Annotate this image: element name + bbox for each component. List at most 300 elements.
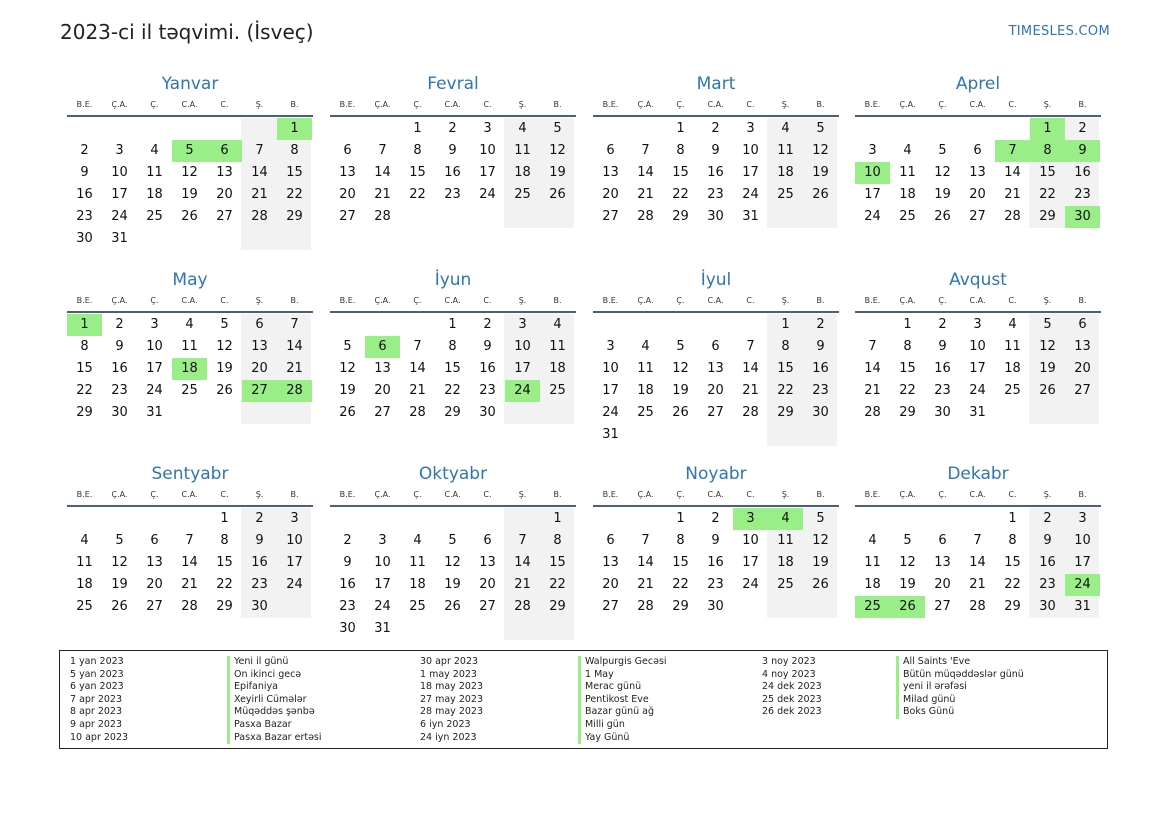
day-cell[interactable]: 18 bbox=[777, 165, 794, 180]
day-cell[interactable]: 25 bbox=[146, 209, 163, 224]
day-cell[interactable]: 21 bbox=[1004, 187, 1021, 202]
day-cell[interactable]: 15 bbox=[409, 165, 426, 180]
day-cell[interactable]: 22 bbox=[1039, 187, 1056, 202]
day-cell[interactable]: 2 bbox=[711, 121, 720, 136]
day-cell[interactable]: 1 bbox=[413, 121, 422, 136]
holiday-day[interactable]: 1 bbox=[1030, 118, 1065, 140]
day-cell[interactable]: 2 bbox=[115, 317, 124, 332]
day-cell[interactable]: 16 bbox=[479, 361, 496, 376]
day-cell[interactable]: 12 bbox=[812, 533, 829, 548]
day-cell[interactable]: 30 bbox=[479, 405, 496, 420]
day-cell[interactable]: 15 bbox=[672, 165, 689, 180]
day-cell[interactable]: 23 bbox=[111, 383, 128, 398]
day-cell[interactable]: 10 bbox=[479, 143, 496, 158]
day-cell[interactable]: 2 bbox=[483, 317, 492, 332]
day-cell[interactable]: 24 bbox=[864, 209, 881, 224]
day-cell[interactable]: 25 bbox=[514, 187, 531, 202]
holiday-day[interactable]: 10 bbox=[855, 162, 890, 184]
day-cell[interactable]: 23 bbox=[707, 187, 724, 202]
day-cell[interactable]: 26 bbox=[444, 599, 461, 614]
day-cell[interactable]: 8 bbox=[676, 143, 685, 158]
day-cell[interactable]: 13 bbox=[146, 555, 163, 570]
day-cell[interactable]: 6 bbox=[483, 533, 492, 548]
day-cell[interactable]: 19 bbox=[111, 577, 128, 592]
day-cell[interactable]: 7 bbox=[641, 143, 650, 158]
day-cell[interactable]: 20 bbox=[707, 383, 724, 398]
day-cell[interactable]: 28 bbox=[742, 405, 759, 420]
day-cell[interactable]: 13 bbox=[602, 165, 619, 180]
day-cell[interactable]: 28 bbox=[181, 599, 198, 614]
day-cell[interactable]: 25 bbox=[777, 187, 794, 202]
day-cell[interactable]: 12 bbox=[111, 555, 128, 570]
day-cell[interactable]: 17 bbox=[969, 361, 986, 376]
day-cell[interactable]: 22 bbox=[549, 577, 566, 592]
holiday-day[interactable]: 28 bbox=[277, 380, 312, 402]
holiday-day[interactable]: 18 bbox=[172, 358, 207, 380]
holiday-day[interactable]: 6 bbox=[365, 336, 400, 358]
day-cell[interactable]: 7 bbox=[641, 533, 650, 548]
day-cell[interactable]: 20 bbox=[934, 577, 951, 592]
day-cell[interactable]: 22 bbox=[899, 383, 916, 398]
holiday-day[interactable]: 1 bbox=[277, 118, 312, 140]
day-cell[interactable]: 7 bbox=[746, 339, 755, 354]
day-cell[interactable]: 4 bbox=[185, 317, 194, 332]
day-cell[interactable]: 2 bbox=[343, 533, 352, 548]
day-cell[interactable]: 2 bbox=[1043, 511, 1052, 526]
day-cell[interactable]: 3 bbox=[290, 511, 299, 526]
day-cell[interactable]: 26 bbox=[934, 209, 951, 224]
day-cell[interactable]: 6 bbox=[711, 339, 720, 354]
day-cell[interactable]: 4 bbox=[868, 533, 877, 548]
day-cell[interactable]: 12 bbox=[934, 165, 951, 180]
day-cell[interactable]: 9 bbox=[938, 339, 947, 354]
day-cell[interactable]: 15 bbox=[76, 361, 93, 376]
day-cell[interactable]: 17 bbox=[864, 187, 881, 202]
day-cell[interactable]: 4 bbox=[80, 533, 89, 548]
day-cell[interactable]: 27 bbox=[374, 405, 391, 420]
day-cell[interactable]: 23 bbox=[1039, 577, 1056, 592]
day-cell[interactable]: 2 bbox=[255, 511, 264, 526]
day-cell[interactable]: 31 bbox=[146, 405, 163, 420]
day-cell[interactable]: 15 bbox=[777, 361, 794, 376]
day-cell[interactable]: 24 bbox=[111, 209, 128, 224]
day-cell[interactable]: 27 bbox=[934, 599, 951, 614]
day-cell[interactable]: 17 bbox=[514, 361, 531, 376]
day-cell[interactable]: 4 bbox=[1008, 317, 1017, 332]
day-cell[interactable]: 11 bbox=[864, 555, 881, 570]
day-cell[interactable]: 11 bbox=[181, 339, 198, 354]
day-cell[interactable]: 6 bbox=[938, 533, 947, 548]
holiday-day[interactable]: 7 bbox=[995, 140, 1030, 162]
day-cell[interactable]: 28 bbox=[864, 405, 881, 420]
day-cell[interactable]: 20 bbox=[602, 577, 619, 592]
day-cell[interactable]: 15 bbox=[672, 555, 689, 570]
day-cell[interactable]: 2 bbox=[1078, 121, 1087, 136]
holiday-day[interactable]: 5 bbox=[172, 140, 207, 162]
day-cell[interactable]: 22 bbox=[1004, 577, 1021, 592]
day-cell[interactable]: 13 bbox=[707, 361, 724, 376]
day-cell[interactable]: 9 bbox=[1043, 533, 1052, 548]
day-cell[interactable]: 10 bbox=[146, 339, 163, 354]
day-cell[interactable]: 13 bbox=[1074, 339, 1091, 354]
day-cell[interactable]: 24 bbox=[146, 383, 163, 398]
day-cell[interactable]: 21 bbox=[374, 187, 391, 202]
day-cell[interactable]: 1 bbox=[553, 511, 562, 526]
day-cell[interactable]: 22 bbox=[409, 187, 426, 202]
day-cell[interactable]: 26 bbox=[812, 577, 829, 592]
day-cell[interactable]: 5 bbox=[343, 339, 352, 354]
holiday-day[interactable]: 27 bbox=[242, 380, 277, 402]
holiday-day[interactable]: 9 bbox=[1065, 140, 1100, 162]
day-cell[interactable]: 1 bbox=[903, 317, 912, 332]
day-cell[interactable]: 15 bbox=[899, 361, 916, 376]
day-cell[interactable]: 21 bbox=[409, 383, 426, 398]
day-cell[interactable]: 8 bbox=[1008, 533, 1017, 548]
day-cell[interactable]: 17 bbox=[374, 577, 391, 592]
day-cell[interactable]: 6 bbox=[1078, 317, 1087, 332]
day-cell[interactable]: 19 bbox=[549, 165, 566, 180]
day-cell[interactable]: 5 bbox=[938, 143, 947, 158]
day-cell[interactable]: 9 bbox=[711, 143, 720, 158]
day-cell[interactable]: 13 bbox=[216, 165, 233, 180]
day-cell[interactable]: 24 bbox=[969, 383, 986, 398]
day-cell[interactable]: 2 bbox=[816, 317, 825, 332]
day-cell[interactable]: 20 bbox=[1074, 361, 1091, 376]
day-cell[interactable]: 3 bbox=[518, 317, 527, 332]
holiday-day[interactable]: 6 bbox=[207, 140, 242, 162]
day-cell[interactable]: 2 bbox=[711, 511, 720, 526]
day-cell[interactable]: 12 bbox=[181, 165, 198, 180]
day-cell[interactable]: 30 bbox=[111, 405, 128, 420]
day-cell[interactable]: 26 bbox=[111, 599, 128, 614]
day-cell[interactable]: 17 bbox=[602, 383, 619, 398]
day-cell[interactable]: 7 bbox=[185, 533, 194, 548]
day-cell[interactable]: 7 bbox=[518, 533, 527, 548]
day-cell[interactable]: 20 bbox=[216, 187, 233, 202]
day-cell[interactable]: 1 bbox=[781, 317, 790, 332]
day-cell[interactable]: 18 bbox=[146, 187, 163, 202]
day-cell[interactable]: 25 bbox=[181, 383, 198, 398]
day-cell[interactable]: 5 bbox=[676, 339, 685, 354]
day-cell[interactable]: 14 bbox=[1004, 165, 1021, 180]
day-cell[interactable]: 4 bbox=[553, 317, 562, 332]
day-cell[interactable]: 27 bbox=[1074, 383, 1091, 398]
day-cell[interactable]: 27 bbox=[339, 209, 356, 224]
day-cell[interactable]: 8 bbox=[676, 533, 685, 548]
holiday-day[interactable]: 4 bbox=[768, 508, 803, 530]
day-cell[interactable]: 14 bbox=[374, 165, 391, 180]
day-cell[interactable]: 16 bbox=[707, 165, 724, 180]
day-cell[interactable]: 11 bbox=[549, 339, 566, 354]
day-cell[interactable]: 10 bbox=[111, 165, 128, 180]
day-cell[interactable]: 23 bbox=[251, 577, 268, 592]
day-cell[interactable]: 7 bbox=[378, 143, 387, 158]
day-cell[interactable]: 16 bbox=[812, 361, 829, 376]
day-cell[interactable]: 28 bbox=[969, 599, 986, 614]
day-cell[interactable]: 23 bbox=[479, 383, 496, 398]
day-cell[interactable]: 31 bbox=[742, 209, 759, 224]
day-cell[interactable]: 8 bbox=[448, 339, 457, 354]
day-cell[interactable]: 30 bbox=[707, 209, 724, 224]
day-cell[interactable]: 23 bbox=[707, 577, 724, 592]
day-cell[interactable]: 28 bbox=[1004, 209, 1021, 224]
day-cell[interactable]: 17 bbox=[742, 555, 759, 570]
day-cell[interactable]: 19 bbox=[672, 383, 689, 398]
holiday-day[interactable]: 24 bbox=[1065, 574, 1100, 596]
day-cell[interactable]: 3 bbox=[150, 317, 159, 332]
day-cell[interactable]: 11 bbox=[777, 143, 794, 158]
day-cell[interactable]: 4 bbox=[413, 533, 422, 548]
day-cell[interactable]: 27 bbox=[969, 209, 986, 224]
day-cell[interactable]: 10 bbox=[1074, 533, 1091, 548]
day-cell[interactable]: 24 bbox=[286, 577, 303, 592]
holiday-day[interactable]: 25 bbox=[855, 596, 890, 618]
day-cell[interactable]: 23 bbox=[76, 209, 93, 224]
day-cell[interactable]: 13 bbox=[934, 555, 951, 570]
day-cell[interactable]: 12 bbox=[899, 555, 916, 570]
day-cell[interactable]: 1 bbox=[448, 317, 457, 332]
day-cell[interactable]: 24 bbox=[602, 405, 619, 420]
day-cell[interactable]: 17 bbox=[146, 361, 163, 376]
day-cell[interactable]: 14 bbox=[742, 361, 759, 376]
day-cell[interactable]: 2 bbox=[938, 317, 947, 332]
day-cell[interactable]: 16 bbox=[339, 577, 356, 592]
site-link[interactable]: TIMESLES.COM bbox=[1008, 24, 1110, 39]
day-cell[interactable]: 22 bbox=[672, 187, 689, 202]
day-cell[interactable]: 26 bbox=[181, 209, 198, 224]
day-cell[interactable]: 27 bbox=[479, 599, 496, 614]
holiday-day[interactable]: 1 bbox=[67, 314, 102, 336]
day-cell[interactable]: 20 bbox=[339, 187, 356, 202]
day-cell[interactable]: 8 bbox=[553, 533, 562, 548]
day-cell[interactable]: 31 bbox=[111, 231, 128, 246]
day-cell[interactable]: 25 bbox=[409, 599, 426, 614]
day-cell[interactable]: 31 bbox=[602, 427, 619, 442]
day-cell[interactable]: 14 bbox=[514, 555, 531, 570]
day-cell[interactable]: 9 bbox=[448, 143, 457, 158]
day-cell[interactable]: 27 bbox=[707, 405, 724, 420]
day-cell[interactable]: 31 bbox=[1074, 599, 1091, 614]
day-cell[interactable]: 17 bbox=[111, 187, 128, 202]
day-cell[interactable]: 15 bbox=[1039, 165, 1056, 180]
day-cell[interactable]: 21 bbox=[286, 361, 303, 376]
day-cell[interactable]: 30 bbox=[707, 599, 724, 614]
day-cell[interactable]: 15 bbox=[286, 165, 303, 180]
day-cell[interactable]: 5 bbox=[816, 511, 825, 526]
day-cell[interactable]: 17 bbox=[1074, 555, 1091, 570]
day-cell[interactable]: 15 bbox=[1004, 555, 1021, 570]
day-cell[interactable]: 16 bbox=[934, 361, 951, 376]
day-cell[interactable]: 28 bbox=[251, 209, 268, 224]
holiday-day[interactable]: 30 bbox=[1065, 206, 1100, 228]
holiday-day[interactable]: 24 bbox=[505, 380, 540, 402]
day-cell[interactable]: 3 bbox=[115, 143, 124, 158]
day-cell[interactable]: 22 bbox=[76, 383, 93, 398]
day-cell[interactable]: 22 bbox=[777, 383, 794, 398]
day-cell[interactable]: 13 bbox=[969, 165, 986, 180]
day-cell[interactable]: 29 bbox=[899, 405, 916, 420]
holiday-day[interactable]: 3 bbox=[733, 508, 768, 530]
day-cell[interactable]: 31 bbox=[969, 405, 986, 420]
day-cell[interactable]: 31 bbox=[374, 621, 391, 636]
day-cell[interactable]: 8 bbox=[220, 533, 229, 548]
day-cell[interactable]: 29 bbox=[286, 209, 303, 224]
day-cell[interactable]: 3 bbox=[606, 339, 615, 354]
day-cell[interactable]: 12 bbox=[812, 143, 829, 158]
day-cell[interactable]: 10 bbox=[514, 339, 531, 354]
day-cell[interactable]: 27 bbox=[602, 209, 619, 224]
day-cell[interactable]: 6 bbox=[606, 143, 615, 158]
day-cell[interactable]: 23 bbox=[339, 599, 356, 614]
day-cell[interactable]: 11 bbox=[899, 165, 916, 180]
day-cell[interactable]: 14 bbox=[864, 361, 881, 376]
day-cell[interactable]: 17 bbox=[742, 165, 759, 180]
day-cell[interactable]: 11 bbox=[1004, 339, 1021, 354]
day-cell[interactable]: 16 bbox=[76, 187, 93, 202]
day-cell[interactable]: 26 bbox=[549, 187, 566, 202]
day-cell[interactable]: 26 bbox=[672, 405, 689, 420]
day-cell[interactable]: 12 bbox=[549, 143, 566, 158]
day-cell[interactable]: 26 bbox=[1039, 383, 1056, 398]
day-cell[interactable]: 23 bbox=[444, 187, 461, 202]
day-cell[interactable]: 11 bbox=[514, 143, 531, 158]
day-cell[interactable]: 19 bbox=[444, 577, 461, 592]
day-cell[interactable]: 18 bbox=[864, 577, 881, 592]
day-cell[interactable]: 1 bbox=[676, 511, 685, 526]
day-cell[interactable]: 29 bbox=[672, 209, 689, 224]
day-cell[interactable]: 3 bbox=[378, 533, 387, 548]
day-cell[interactable]: 13 bbox=[251, 339, 268, 354]
day-cell[interactable]: 30 bbox=[339, 621, 356, 636]
day-cell[interactable]: 25 bbox=[549, 383, 566, 398]
day-cell[interactable]: 20 bbox=[969, 187, 986, 202]
day-cell[interactable]: 14 bbox=[181, 555, 198, 570]
day-cell[interactable]: 13 bbox=[479, 555, 496, 570]
day-cell[interactable]: 14 bbox=[251, 165, 268, 180]
day-cell[interactable]: 6 bbox=[606, 533, 615, 548]
day-cell[interactable]: 10 bbox=[742, 143, 759, 158]
day-cell[interactable]: 20 bbox=[146, 577, 163, 592]
day-cell[interactable]: 3 bbox=[483, 121, 492, 136]
day-cell[interactable]: 10 bbox=[286, 533, 303, 548]
day-cell[interactable]: 29 bbox=[76, 405, 93, 420]
day-cell[interactable]: 23 bbox=[934, 383, 951, 398]
day-cell[interactable]: 19 bbox=[181, 187, 198, 202]
holiday-day[interactable]: 26 bbox=[890, 596, 925, 618]
day-cell[interactable]: 28 bbox=[637, 209, 654, 224]
day-cell[interactable]: 16 bbox=[444, 165, 461, 180]
day-cell[interactable]: 18 bbox=[1004, 361, 1021, 376]
day-cell[interactable]: 18 bbox=[409, 577, 426, 592]
day-cell[interactable]: 14 bbox=[969, 555, 986, 570]
day-cell[interactable]: 16 bbox=[707, 555, 724, 570]
day-cell[interactable]: 18 bbox=[514, 165, 531, 180]
day-cell[interactable]: 15 bbox=[444, 361, 461, 376]
day-cell[interactable]: 29 bbox=[1039, 209, 1056, 224]
day-cell[interactable]: 15 bbox=[549, 555, 566, 570]
day-cell[interactable]: 21 bbox=[637, 187, 654, 202]
day-cell[interactable]: 14 bbox=[286, 339, 303, 354]
day-cell[interactable]: 5 bbox=[448, 533, 457, 548]
day-cell[interactable]: 9 bbox=[483, 339, 492, 354]
day-cell[interactable]: 19 bbox=[812, 555, 829, 570]
day-cell[interactable]: 21 bbox=[251, 187, 268, 202]
day-cell[interactable]: 1 bbox=[1008, 511, 1017, 526]
day-cell[interactable]: 20 bbox=[479, 577, 496, 592]
day-cell[interactable]: 5 bbox=[816, 121, 825, 136]
day-cell[interactable]: 11 bbox=[409, 555, 426, 570]
day-cell[interactable]: 21 bbox=[969, 577, 986, 592]
day-cell[interactable]: 11 bbox=[637, 361, 654, 376]
day-cell[interactable]: 5 bbox=[115, 533, 124, 548]
day-cell[interactable]: 20 bbox=[602, 187, 619, 202]
day-cell[interactable]: 12 bbox=[444, 555, 461, 570]
day-cell[interactable]: 20 bbox=[251, 361, 268, 376]
day-cell[interactable]: 8 bbox=[903, 339, 912, 354]
day-cell[interactable]: 20 bbox=[374, 383, 391, 398]
day-cell[interactable]: 9 bbox=[115, 339, 124, 354]
day-cell[interactable]: 25 bbox=[76, 599, 93, 614]
day-cell[interactable]: 6 bbox=[973, 143, 982, 158]
day-cell[interactable]: 19 bbox=[934, 187, 951, 202]
day-cell[interactable]: 22 bbox=[672, 577, 689, 592]
day-cell[interactable]: 22 bbox=[444, 383, 461, 398]
day-cell[interactable]: 16 bbox=[111, 361, 128, 376]
day-cell[interactable]: 30 bbox=[251, 599, 268, 614]
day-cell[interactable]: 19 bbox=[216, 361, 233, 376]
day-cell[interactable]: 4 bbox=[150, 143, 159, 158]
day-cell[interactable]: 18 bbox=[777, 555, 794, 570]
day-cell[interactable]: 10 bbox=[602, 361, 619, 376]
day-cell[interactable]: 6 bbox=[343, 143, 352, 158]
day-cell[interactable]: 7 bbox=[868, 339, 877, 354]
day-cell[interactable]: 13 bbox=[374, 361, 391, 376]
day-cell[interactable]: 9 bbox=[343, 555, 352, 570]
day-cell[interactable]: 25 bbox=[777, 577, 794, 592]
day-cell[interactable]: 9 bbox=[80, 165, 89, 180]
day-cell[interactable]: 4 bbox=[518, 121, 527, 136]
day-cell[interactable]: 30 bbox=[1039, 599, 1056, 614]
day-cell[interactable]: 9 bbox=[711, 533, 720, 548]
day-cell[interactable]: 1 bbox=[676, 121, 685, 136]
day-cell[interactable]: 21 bbox=[864, 383, 881, 398]
day-cell[interactable]: 29 bbox=[444, 405, 461, 420]
day-cell[interactable]: 25 bbox=[637, 405, 654, 420]
day-cell[interactable]: 25 bbox=[1004, 383, 1021, 398]
day-cell[interactable]: 11 bbox=[76, 555, 93, 570]
day-cell[interactable]: 9 bbox=[255, 533, 264, 548]
day-cell[interactable]: 23 bbox=[812, 383, 829, 398]
day-cell[interactable]: 11 bbox=[146, 165, 163, 180]
day-cell[interactable]: 5 bbox=[220, 317, 229, 332]
day-cell[interactable]: 28 bbox=[514, 599, 531, 614]
day-cell[interactable]: 18 bbox=[637, 383, 654, 398]
day-cell[interactable]: 17 bbox=[286, 555, 303, 570]
day-cell[interactable]: 21 bbox=[742, 383, 759, 398]
day-cell[interactable]: 27 bbox=[602, 599, 619, 614]
day-cell[interactable]: 19 bbox=[1039, 361, 1056, 376]
day-cell[interactable]: 30 bbox=[812, 405, 829, 420]
day-cell[interactable]: 17 bbox=[479, 165, 496, 180]
day-cell[interactable]: 19 bbox=[899, 577, 916, 592]
day-cell[interactable]: 3 bbox=[868, 143, 877, 158]
day-cell[interactable]: 19 bbox=[339, 383, 356, 398]
day-cell[interactable]: 2 bbox=[448, 121, 457, 136]
day-cell[interactable]: 7 bbox=[973, 533, 982, 548]
day-cell[interactable]: 28 bbox=[637, 599, 654, 614]
day-cell[interactable]: 24 bbox=[479, 187, 496, 202]
day-cell[interactable]: 18 bbox=[549, 361, 566, 376]
